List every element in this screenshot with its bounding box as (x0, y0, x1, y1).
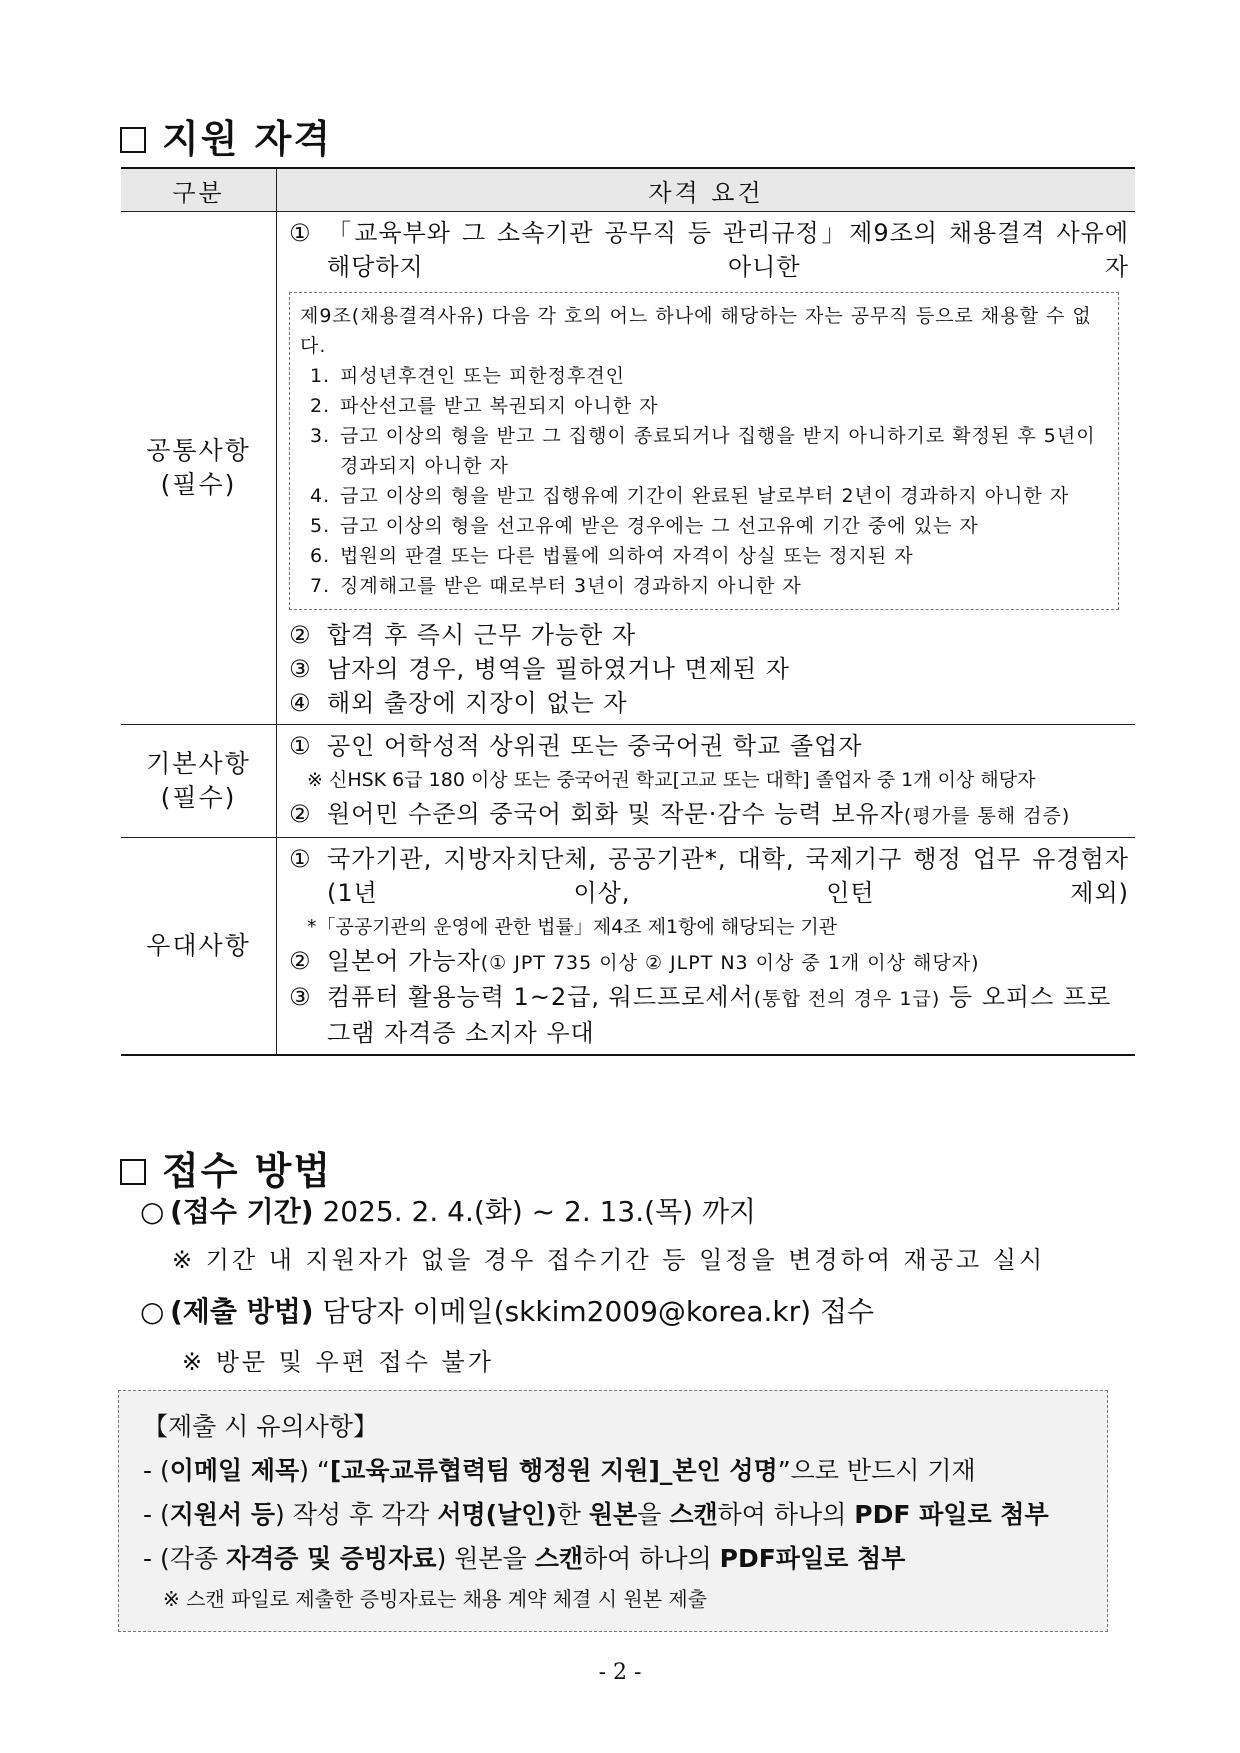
table-row-preferred (121, 838, 1135, 1056)
notice-bold: PDF 파일로 첨부 (854, 1500, 1049, 1529)
item-number: ④ (289, 689, 312, 717)
item-number: ③ (289, 983, 312, 1011)
list-item (289, 842, 1129, 910)
list-item (289, 944, 1129, 980)
notice-title: 【제출 시 유의사항】 (143, 1412, 378, 1441)
law-item-number: 1. (310, 365, 331, 387)
item-text: 「교육부와 그 소속기관 공무직 등 관리규정」제9조의 채용결격 사유에 해당하지 아니한 자 (327, 219, 1129, 281)
section-title-qualifications (120, 108, 332, 163)
item-text: 컴퓨터 활용능력 1~2급, 워드프로세서 (327, 983, 754, 1011)
table-header-row (121, 168, 1135, 212)
notice-text: - (각종 (143, 1544, 226, 1573)
item-number: ③ (289, 655, 312, 683)
law-item-text: 법원의 판결 또는 다른 법률에 의하여 자격이 상실 또는 정지된 자 (340, 545, 914, 567)
item-number: ② (289, 800, 312, 828)
notice-bold: [교육교류협력팀 행정원 지원]_본인 성명 (329, 1456, 778, 1485)
notice-text: 하여 하나의 (717, 1500, 855, 1529)
category-label: 공통사항 (146, 436, 251, 465)
notice-bold: 서명(날인) (437, 1500, 557, 1529)
item-text: 일본어 가능자 (327, 947, 481, 975)
bullet-circle-icon: ○ (140, 1195, 165, 1228)
law-item (300, 481, 1108, 511)
notice-note: ※ 스캔 파일로 제출한 증빙자료는 채용 계약 체결 시 원본 제출 (163, 1587, 708, 1611)
item-number: ① (289, 845, 312, 873)
law-item (300, 421, 1108, 481)
submission-notice-box (118, 1390, 1108, 1632)
law-item-number: 5. (310, 515, 331, 537)
item-text: 해외 출장에 지장이 없는 자 (327, 689, 628, 717)
notice-text: - ( (143, 1500, 170, 1529)
list-item (289, 729, 1129, 763)
notice-text: ) “ (299, 1456, 330, 1485)
requirements-basic (277, 725, 1136, 838)
qualification-table (121, 167, 1135, 1056)
law-item (300, 361, 1108, 391)
method-value: 담당자 이메일(skkim2009@korea.kr) 접수 (322, 1295, 875, 1328)
requirements-preferred (277, 838, 1136, 1056)
item-number: ① (289, 219, 312, 247)
law-item-text: 금고 이상의 형을 받고 집행유예 기간이 완료된 날로부터 2년이 경과하지 아니한 자 (340, 485, 1070, 507)
notice-line (143, 1449, 1083, 1493)
list-item (289, 618, 1129, 652)
item-text: 원어민 수준의 중국어 회화 및 작문·감수 능력 보유자 (327, 800, 904, 828)
requirements-common (277, 212, 1136, 725)
header-category: 구분 (121, 168, 277, 212)
header-requirement: 자격 요건 (277, 168, 1136, 212)
checkbox-square-icon (120, 1159, 146, 1185)
section-title-application (120, 1140, 332, 1195)
law-item-text: 징계해고를 받은 때로부터 3년이 경과하지 아니한 자 (340, 575, 802, 597)
notice-text: 한 (556, 1500, 589, 1529)
list-item (289, 652, 1129, 686)
law-item-text: 피성년후견인 또는 피한정후견인 (340, 365, 626, 387)
law-excerpt-box (289, 292, 1119, 610)
notice-text: ”으로 반드시 기재 (777, 1456, 976, 1485)
application-period (140, 1190, 756, 1230)
law-item-text: 금고 이상의 형을 선고유예 받은 경우에는 그 선고유예 기간 중에 있는 자 (340, 515, 979, 537)
period-label: (접수 기간) (170, 1195, 314, 1228)
notice-bold: 원본 (588, 1500, 638, 1529)
notice-text: ) 작성 후 각각 (275, 1500, 438, 1529)
page-number: - 2 - (598, 1660, 642, 1685)
item-small-text: (평가를 통해 검증) (903, 805, 1071, 827)
notice-line (143, 1493, 1083, 1537)
notice-bold: 이메일 제목 (169, 1456, 300, 1485)
item-number: ② (289, 947, 312, 975)
notice-bold: 자격증 및 증빙자료 (225, 1544, 437, 1573)
submission-method (140, 1290, 874, 1330)
item-small-text: (① JPT 735 이상 ② JLPT N3 이상 중 1개 이상 해당자) (480, 952, 980, 974)
item-small-text: (통합 전의 경우 1급) (753, 988, 941, 1010)
item-number: ② (289, 621, 312, 649)
bullet-circle-icon: ○ (140, 1295, 165, 1328)
category-required: (필수) (160, 783, 237, 812)
law-item (300, 391, 1108, 421)
table-row-basic (121, 725, 1135, 838)
category-required: (필수) (160, 470, 237, 499)
law-item-number: 7. (310, 575, 331, 597)
notice-text: ) 원본을 (436, 1544, 535, 1573)
item-note: ※ 신HSK 6급 180 이상 또는 중국어권 학교[고교 또는 대학] 졸업자 중 1개 이상 해당자 (307, 769, 1036, 791)
category-label: 우대사항 (146, 931, 251, 960)
method-label: (제출 방법) (170, 1295, 314, 1328)
law-item-text: 파산선고를 받고 복권되지 아니한 자 (340, 395, 659, 417)
law-item-text: 금고 이상의 형을 받고 그 집행이 종료되거나 집행을 받지 아니하기로 확정된 후 5년이 경과되지 아니한 자 (340, 425, 1096, 477)
category-basic (121, 725, 277, 838)
notice-bold: 스캔 (669, 1500, 718, 1529)
item-text: 등 오피스 프로그램 자격증 소지자 우대 (327, 983, 1112, 1047)
law-intro: 제9조(채용결격사유) 다음 각 호의 어느 하나에 해당하는 자는 공무직 등으로 채용할 수 없다. (300, 305, 1092, 357)
category-common (121, 212, 277, 725)
law-item (300, 541, 1108, 571)
list-item (289, 797, 1129, 833)
notice-text: 하여 하나의 (583, 1544, 720, 1573)
method-note: ※ 방문 및 우편 접수 불가 (182, 1348, 494, 1376)
notice-text: 을 (637, 1500, 670, 1529)
item-text: 국가기관, 지방자치단체, 공공기관*, 대학, 국제기구 행정 업무 유경험자(1년 이상, 인턴 제외) (327, 845, 1129, 907)
notice-bold: 지원서 등 (169, 1500, 276, 1529)
law-item (300, 511, 1108, 541)
period-value: 2025. 2. 4.(화) ~ 2. 13.(목) 까지 (322, 1195, 757, 1228)
item-text: 합격 후 즉시 근무 가능한 자 (327, 621, 637, 649)
list-item (289, 980, 1129, 1050)
table-row-common (121, 212, 1135, 725)
item-text: 남자의 경우, 병역을 필하였거나 면제된 자 (327, 655, 790, 683)
category-label: 기본사항 (146, 749, 251, 778)
list-item (289, 686, 1129, 720)
notice-bold: 스캔 (534, 1544, 583, 1573)
notice-text: - ( (143, 1456, 170, 1485)
item-note: *「공공기관의 운영에 관한 법률」제4조 제1항에 해당되는 기관 (307, 916, 838, 938)
category-preferred (121, 838, 277, 1056)
law-item-number: 4. (310, 485, 331, 507)
checkbox-square-icon (120, 127, 146, 153)
law-item-number: 6. (310, 545, 331, 567)
notice-line (143, 1537, 1083, 1581)
law-item-number: 3. (310, 425, 331, 447)
notice-bold: PDF파일로 첨부 (719, 1544, 906, 1573)
item-text: 공인 어학성적 상위권 또는 중국어권 학교 졸업자 (327, 732, 863, 760)
item-number: ① (289, 732, 312, 760)
section-title-text: 접수 방법 (162, 1149, 333, 1193)
list-item (289, 216, 1129, 284)
period-note: ※ 기간 내 지원자가 없을 경우 접수기간 등 일정을 변경하여 재공고 실시 (172, 1246, 1046, 1274)
law-item-number: 2. (310, 395, 331, 417)
section-title-text: 지원 자격 (162, 117, 333, 161)
law-item (300, 571, 1108, 601)
